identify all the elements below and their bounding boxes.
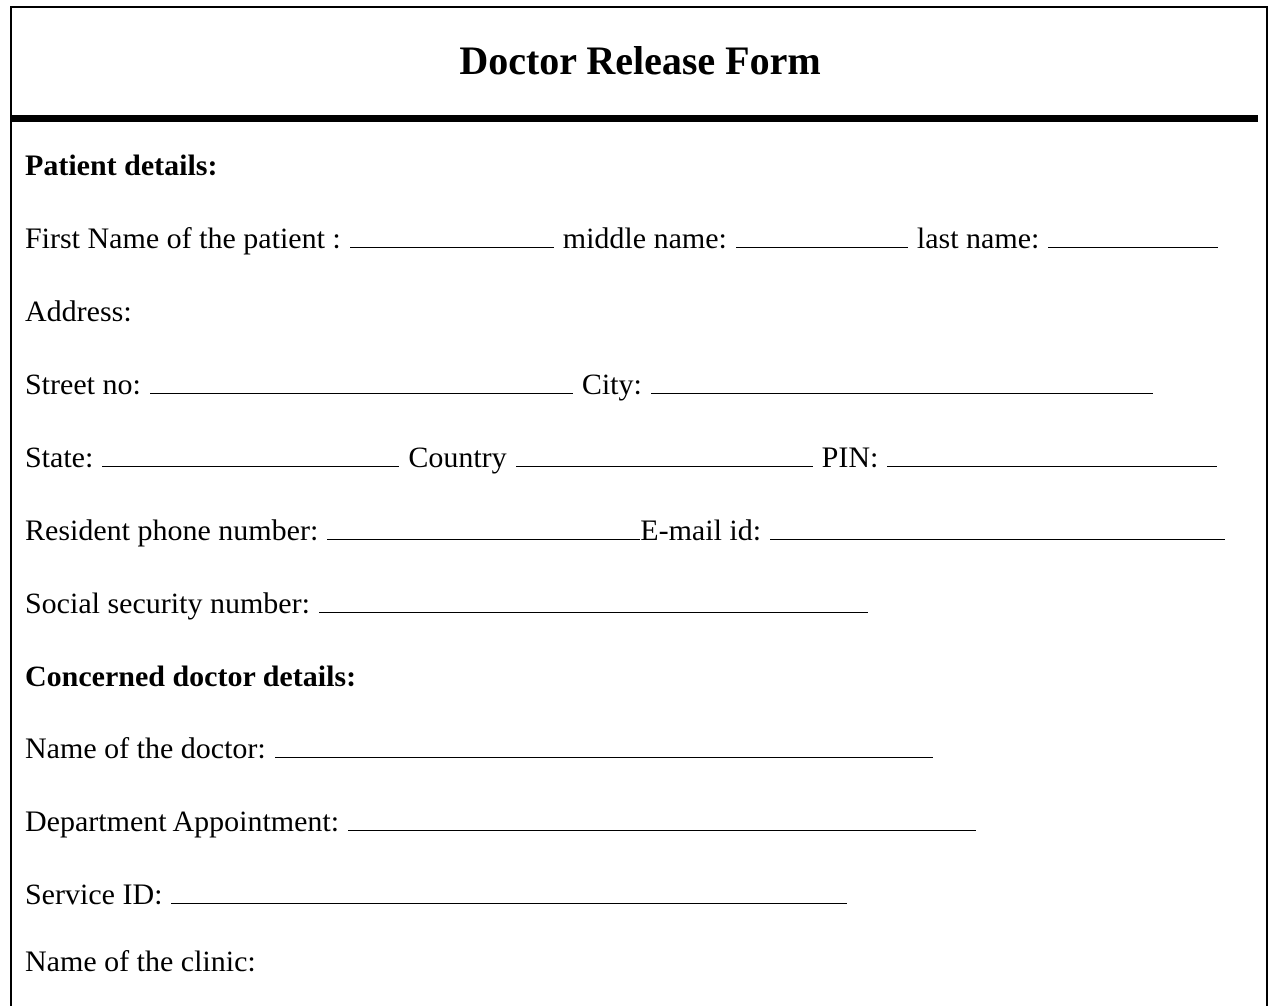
form-title: Doctor Release Form [459,38,821,83]
phone-label: Resident phone number: [25,514,319,547]
ssn-row [25,586,868,622]
pin-label: PIN: [821,441,879,474]
address-label: Address: [25,295,132,328]
doctor-name-label: Name of the doctor: [25,732,266,765]
country-field[interactable] [516,442,813,467]
last-name-field[interactable] [1048,223,1218,248]
clinic-row [25,944,256,980]
city-field[interactable] [651,369,1153,394]
doctor-details-label: Concerned doctor details: [25,660,357,693]
middle-name-label: middle name: [562,222,727,255]
department-field[interactable] [348,806,976,831]
doctor-details-heading [25,659,356,695]
first-name-field[interactable] [350,223,554,248]
street-field[interactable] [150,369,573,394]
department-row [25,804,976,840]
address-row [25,294,132,330]
street-label: Street no: [25,368,141,401]
service-id-row [25,877,847,913]
street-city-row [25,367,1153,403]
doctor-name-row [25,731,933,767]
country-label: Country [408,441,507,474]
last-name-label: last name: [916,222,1040,255]
first-name-label: First Name of the patient : [25,222,341,255]
department-label: Department Appointment: [25,805,340,838]
ssn-field[interactable] [319,588,868,613]
pin-field[interactable] [887,442,1217,467]
middle-name-field[interactable] [736,223,908,248]
service-id-label: Service ID: [25,878,163,911]
service-id-field[interactable] [171,879,847,904]
phone-field[interactable] [327,515,640,540]
doctor-name-field[interactable] [275,733,933,758]
city-label: City: [581,368,642,401]
state-field[interactable] [102,442,399,467]
phone-email-row [25,513,1225,549]
email-label: E-mail id: [640,514,762,547]
ssn-label: Social security number: [25,587,310,620]
patient-details-heading [25,148,217,184]
patient-details-label: Patient details: [25,149,218,182]
state-country-pin-row [25,440,1217,476]
clinic-label: Name of the clinic: [25,945,256,978]
email-field[interactable] [770,515,1225,540]
patient-name-row [25,221,1218,257]
title-divider [10,115,1258,122]
state-label: State: [25,441,94,474]
